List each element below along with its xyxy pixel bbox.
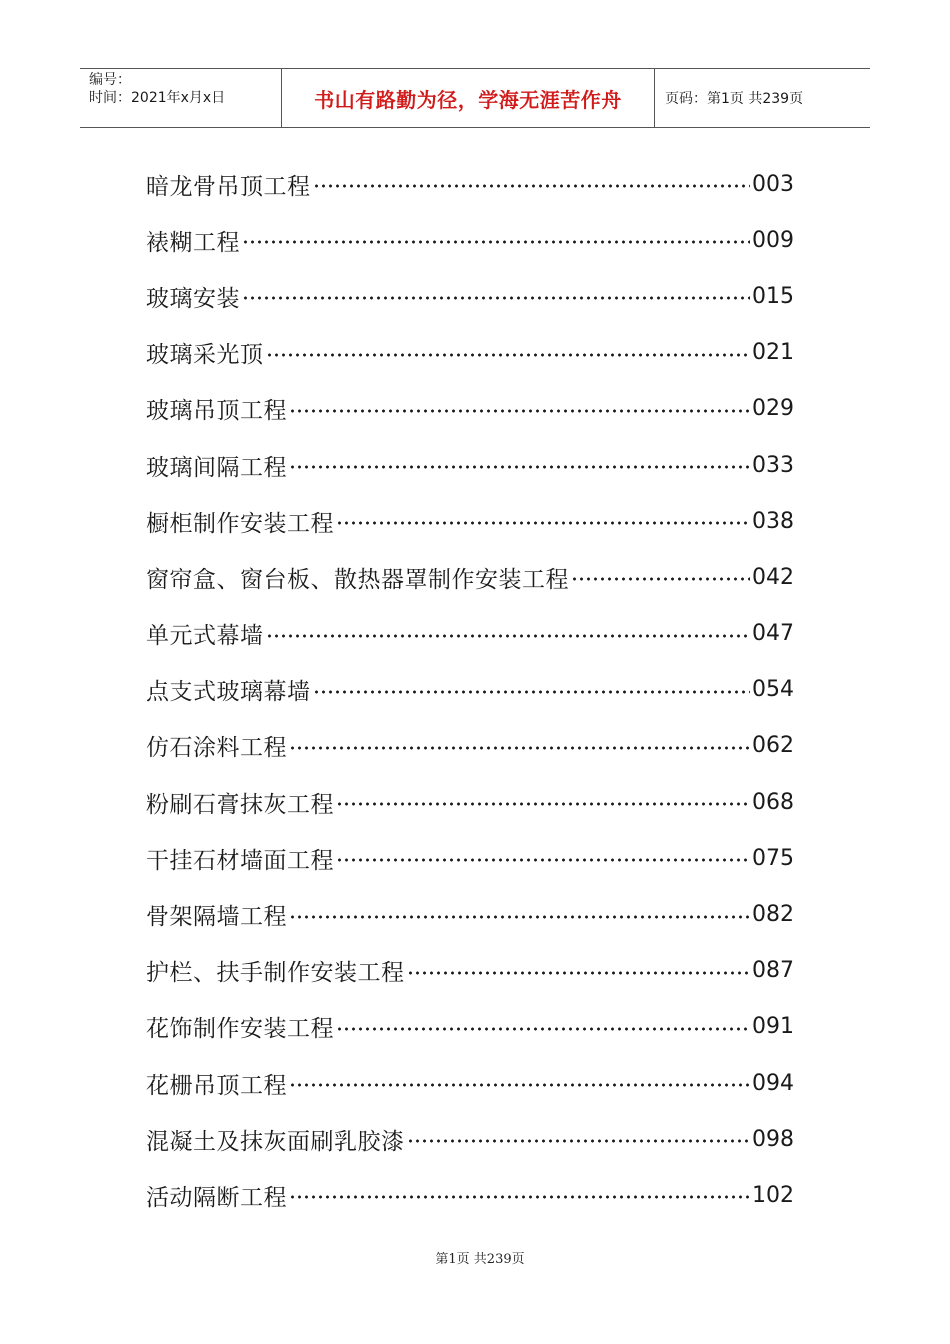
toc-dot-leader bbox=[289, 746, 750, 750]
toc-entry-page: 042 bbox=[752, 564, 794, 590]
toc-entry-title: 橱柜制作安装工程 bbox=[146, 510, 334, 537]
toc-entry[interactable] bbox=[146, 606, 794, 662]
toc-dot-leader bbox=[336, 802, 750, 806]
toc-dot-leader bbox=[289, 1083, 750, 1087]
toc-entry[interactable] bbox=[146, 886, 794, 942]
toc-entry[interactable] bbox=[146, 1111, 794, 1167]
toc-entry-page: 091 bbox=[752, 1014, 794, 1040]
header-motto: 书山有路勤为径，学海无涯苦作舟 bbox=[314, 87, 622, 112]
toc-entry-page: 098 bbox=[752, 1126, 794, 1152]
toc-dot-leader bbox=[313, 184, 751, 188]
toc-entry[interactable] bbox=[146, 999, 794, 1055]
toc-dot-leader bbox=[313, 690, 751, 694]
toc-entry-title: 混凝土及抹灰面刷乳胶漆 bbox=[146, 1128, 405, 1155]
toc-entry[interactable] bbox=[146, 718, 794, 774]
header-page-number: 页码：第1页 共239页 bbox=[665, 91, 804, 107]
toc-entry-title: 暗龙骨吊顶工程 bbox=[146, 173, 311, 200]
toc-entry[interactable] bbox=[146, 325, 794, 381]
toc-entry[interactable] bbox=[146, 662, 794, 718]
table-of-contents bbox=[146, 156, 794, 1224]
toc-entry-title: 花栅吊顶工程 bbox=[146, 1072, 287, 1099]
toc-entry-title: 干挂石材墙面工程 bbox=[146, 847, 334, 874]
toc-entry-page: 047 bbox=[752, 621, 794, 647]
toc-entry-page: 009 bbox=[752, 227, 794, 253]
toc-entry-page: 062 bbox=[752, 733, 794, 759]
page-header bbox=[80, 68, 870, 128]
toc-entry[interactable] bbox=[146, 268, 794, 324]
toc-dot-leader bbox=[571, 577, 750, 581]
toc-entry[interactable] bbox=[146, 943, 794, 999]
toc-entry-title: 单元式幕墙 bbox=[146, 623, 264, 650]
toc-entry[interactable] bbox=[146, 156, 794, 212]
toc-entry-title: 花饰制作安装工程 bbox=[146, 1016, 334, 1043]
toc-dot-leader bbox=[289, 1195, 750, 1199]
toc-entry-page: 033 bbox=[752, 452, 794, 478]
toc-dot-leader bbox=[336, 521, 750, 525]
toc-entry-page: 015 bbox=[752, 283, 794, 309]
toc-entry-page: 068 bbox=[752, 789, 794, 815]
toc-entry-title: 点支式玻璃幕墙 bbox=[146, 679, 311, 706]
toc-dot-leader bbox=[266, 634, 751, 638]
toc-dot-leader bbox=[289, 915, 750, 919]
toc-entry-title: 裱糊工程 bbox=[146, 229, 240, 256]
toc-entry-page: 094 bbox=[752, 1070, 794, 1096]
toc-entry[interactable] bbox=[146, 830, 794, 886]
toc-entry[interactable] bbox=[146, 437, 794, 493]
toc-entry[interactable] bbox=[146, 381, 794, 437]
toc-dot-leader bbox=[289, 409, 750, 413]
toc-entry-title: 仿石涂料工程 bbox=[146, 735, 287, 762]
toc-entry-page: 102 bbox=[752, 1182, 794, 1208]
toc-dot-leader bbox=[336, 1027, 750, 1031]
toc-entry-title: 玻璃间隔工程 bbox=[146, 454, 287, 481]
toc-entry-page: 021 bbox=[752, 340, 794, 366]
toc-entry[interactable] bbox=[146, 774, 794, 830]
toc-entry[interactable] bbox=[146, 1167, 794, 1223]
toc-entry[interactable] bbox=[146, 1055, 794, 1111]
toc-entry-page: 029 bbox=[752, 396, 794, 422]
toc-entry-page: 003 bbox=[752, 171, 794, 197]
toc-entry[interactable] bbox=[146, 549, 794, 605]
toc-entry-title: 玻璃采光顶 bbox=[146, 342, 264, 369]
header-meta bbox=[80, 69, 282, 127]
toc-entry-page: 054 bbox=[752, 677, 794, 703]
toc-entry-title: 骨架隔墙工程 bbox=[146, 904, 287, 931]
document-number-label: 编号： bbox=[89, 72, 131, 88]
toc-entry-title: 玻璃安装 bbox=[146, 285, 240, 312]
footer-page-number: 第1页 共239页 bbox=[435, 1252, 525, 1267]
toc-entry-title: 粉刷石膏抹灰工程 bbox=[146, 791, 334, 818]
document-date-label: 时间：2021年x月x日 bbox=[89, 90, 226, 106]
toc-entry-title: 窗帘盒、窗台板、散热器罩制作安装工程 bbox=[146, 566, 569, 593]
toc-dot-leader bbox=[266, 353, 751, 357]
toc-entry[interactable] bbox=[146, 493, 794, 549]
toc-dot-leader bbox=[336, 858, 750, 862]
header-motto-cell bbox=[282, 69, 655, 127]
toc-dot-leader bbox=[242, 240, 750, 244]
toc-dot-leader bbox=[407, 971, 751, 975]
toc-entry-page: 087 bbox=[752, 958, 794, 984]
toc-entry[interactable] bbox=[146, 212, 794, 268]
toc-dot-leader bbox=[242, 296, 750, 300]
toc-entry-page: 038 bbox=[752, 508, 794, 534]
toc-entry-title: 活动隔断工程 bbox=[146, 1184, 287, 1211]
toc-entry-page: 075 bbox=[752, 845, 794, 871]
toc-entry-page: 082 bbox=[752, 902, 794, 928]
toc-entry-title: 护栏、扶手制作安装工程 bbox=[146, 960, 405, 987]
toc-dot-leader bbox=[289, 465, 750, 469]
header-page-cell bbox=[655, 69, 870, 127]
toc-entry-title: 玻璃吊顶工程 bbox=[146, 398, 287, 425]
toc-dot-leader bbox=[407, 1139, 751, 1143]
page-footer bbox=[0, 1248, 950, 1267]
